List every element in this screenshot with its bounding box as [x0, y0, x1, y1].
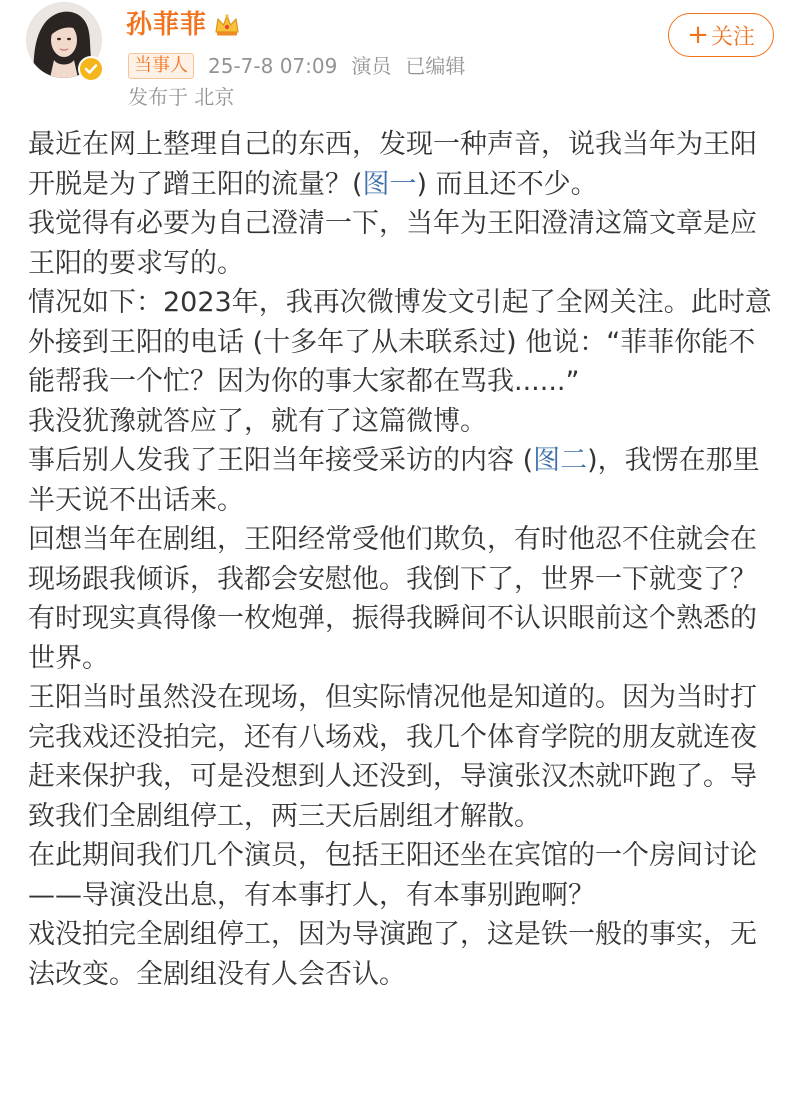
post-paragraph: 回想当年在剧组，王阳经常受他们欺负，有时他忍不住就会在现场跟我倾诉，我都会安慰他。我倒下了，世界一下就变了？: [28, 524, 757, 595]
paragraph-text: )，我愣在那里半天说不出话来。: [28, 445, 760, 516]
post-time: 25-7-8 07:09: [208, 54, 338, 78]
paragraph-text: ) 而且还不少。: [416, 168, 598, 200]
verified-icon: [78, 56, 104, 82]
follow-label: 关注: [710, 24, 755, 50]
post-paragraph: 王阳当时虽然没在现场，但实际情况他是知道的。因为当时打完我戏还没拍完，还有八场戏，我几个体育学院的朋友就连夜赶来保护我，可是没想到人还没到，导演张汉杰就吓跑了。导致我们全剧组停工，两三天后剧组才解散。: [28, 682, 757, 832]
meta-row: [128, 53, 465, 79]
post-source: 演员: [351, 54, 392, 78]
post-paragraph: 有时现实真得像一枚炮弹，振得我瞬间不认识眼前这个熟悉的世界。: [28, 603, 757, 674]
post-content: [28, 125, 778, 994]
post-paragraph: 我觉得有必要为自己澄清一下，当年为王阳澄清这篇文章是应王阳的要求写的。: [28, 208, 757, 279]
party-badge: 当事人: [128, 53, 194, 79]
paragraph-text: 最近在网上整理自己的东西，发现一种声音，说我当年为王阳开脱是为了蹭王阳的流量？(: [28, 129, 757, 200]
follow-button[interactable]: [668, 13, 774, 57]
edited-label[interactable]: 已编辑: [405, 54, 466, 78]
post-paragraph: 情况如下：2023年，我再次微博发文引起了全网关注。此时意外接到王阳的电话 (十多年了从未联系过) 他说：“菲菲你能不能帮我一个忙？因为你的事大家都在骂我......”: [28, 287, 772, 397]
image-two-link[interactable]: 图二: [533, 445, 588, 476]
crown-icon: [213, 12, 241, 38]
post-paragraph: 我没犹豫就答应了，就有了这篇微博。: [28, 405, 487, 437]
plus-icon: +: [687, 20, 709, 50]
post-paragraph: [28, 441, 778, 520]
post-location: 发布于 北京: [128, 85, 235, 109]
name-row: [126, 8, 241, 42]
post-paragraph: 在此期间我们几个演员，包括王阳还坐在宾馆的一个房间讨论——导演没出息，有本事打人，有本事别跑啊？: [28, 840, 757, 911]
paragraph-text: 事后别人发我了王阳当年接受采访的内容 (: [28, 445, 534, 476]
image-one-link[interactable]: 图一: [362, 168, 417, 200]
post-header: [0, 0, 800, 120]
post-paragraph: [28, 125, 778, 204]
post-paragraph: 戏没拍完全剧组停工，因为导演跑了，这是铁一般的事实，无法改变。全剧组没有人会否认。: [28, 919, 757, 990]
username[interactable]: 孙菲菲: [126, 10, 208, 40]
